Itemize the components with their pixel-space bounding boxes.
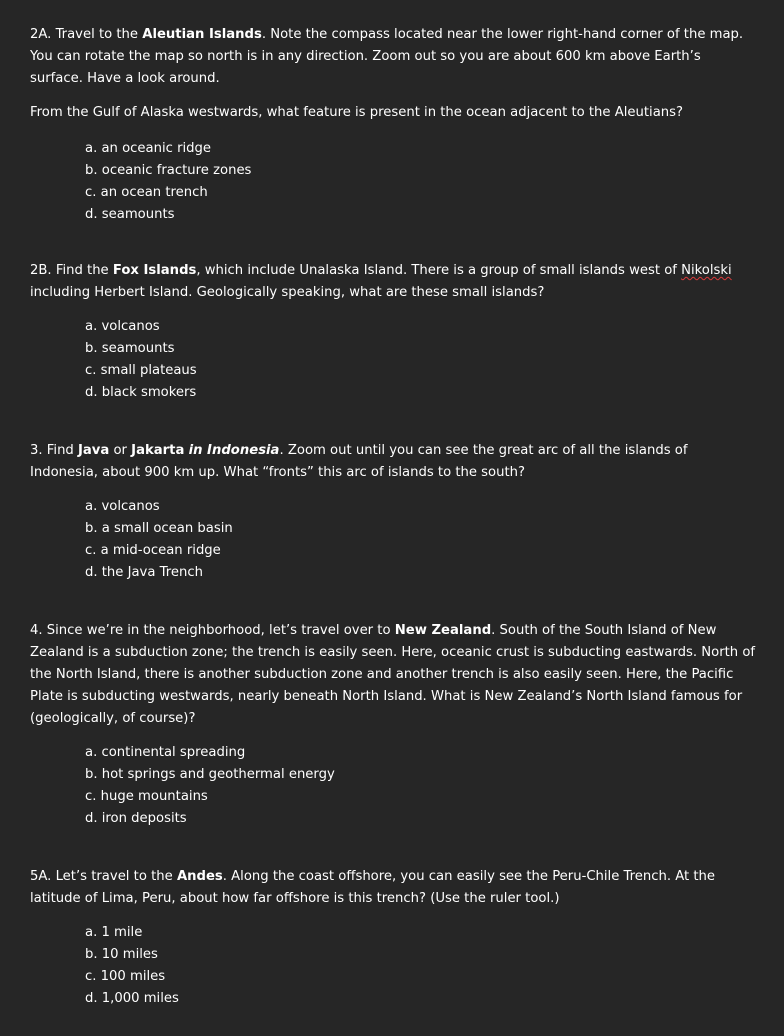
option-a[interactable]: a. volcanos bbox=[85, 319, 160, 334]
question-5a bbox=[30, 866, 756, 1010]
option-a[interactable]: a. an oceanic ridge bbox=[85, 141, 212, 156]
stem-bold-term: Aleutian Islands bbox=[142, 27, 262, 42]
question-3-stem bbox=[30, 440, 756, 484]
option-b[interactable]: b. oceanic fracture zones bbox=[85, 163, 252, 178]
stem-text: 3. Find bbox=[30, 443, 78, 458]
stem-text: . South of the South Island of New Zealand is a subduction zone; the trench is easily seen. Here, oceanic crust is subducting eastwards. North of the North Island, there is another subduction zone and another trench is also easily seen. Here, the Pacific Plate is subducting westwards, nearly beneath North Island. What is New Zealand’s North Island famous for (geologically, of course)? bbox=[30, 623, 756, 726]
question-4-stem bbox=[30, 620, 756, 730]
option-d[interactable]: d. 1,000 miles bbox=[85, 991, 179, 1006]
stem-text: . Zoom out until you can see the great arc of all the islands of Indonesia, about 900 km up. What “fronts” this arc of islands to the south? bbox=[30, 443, 688, 480]
question-5a-options bbox=[30, 922, 756, 1010]
option-b[interactable]: b. hot springs and geothermal energy bbox=[85, 767, 335, 782]
stem-text: . Note the compass located near the lower right-hand corner of the map. You can rotate the map so north is in any direction. Zoom out so you are about 600 km above Earth’s surface. Have a look around. bbox=[30, 27, 744, 86]
stem-text: 2A. Travel to the bbox=[30, 27, 143, 42]
stem-text: 2B. Find the bbox=[30, 263, 113, 278]
question-2a-prompt: From the Gulf of Alaska westwards, what feature is present in the ocean adjacent to the Aleutians? bbox=[30, 105, 684, 120]
question-2b-options bbox=[30, 316, 756, 404]
stem-text: . Along the coast offshore, you can easily see the Peru-Chile Trench. At the latitude of Lima, Peru, about how far offshore is this trench? (Use the ruler tool.) bbox=[30, 869, 716, 906]
spellcheck-flagged-word[interactable]: Nikolski bbox=[681, 263, 732, 278]
question-2b bbox=[30, 260, 756, 404]
option-b[interactable]: b. seamounts bbox=[85, 341, 175, 356]
question-2a bbox=[30, 24, 756, 226]
option-c[interactable]: c. a mid-ocean ridge bbox=[85, 543, 221, 558]
stem-text: or bbox=[109, 443, 132, 458]
stem-bold-term: New Zealand bbox=[394, 623, 492, 638]
question-2a-options bbox=[30, 138, 756, 226]
stem-bold-term: Jakarta bbox=[131, 443, 185, 458]
stem-text: including Herbert Island. Geologically speaking, what are these small islands? bbox=[30, 285, 545, 300]
option-a[interactable]: a. continental spreading bbox=[85, 745, 246, 760]
option-c[interactable]: c. an ocean trench bbox=[85, 185, 208, 200]
stem-bold-term: Fox Islands bbox=[112, 263, 197, 278]
question-4-options bbox=[30, 742, 756, 830]
option-a[interactable]: a. 1 mile bbox=[85, 925, 143, 940]
option-b[interactable]: b. 10 miles bbox=[85, 947, 158, 962]
question-3-options bbox=[30, 496, 756, 584]
stem-text: 5A. Let’s travel to the bbox=[30, 869, 177, 884]
option-c[interactable]: c. small plateaus bbox=[85, 363, 197, 378]
stem-bold-italic-term: in Indonesia bbox=[188, 443, 280, 458]
stem-text: , which include Unalaska Island. There is a group of small islands west of bbox=[196, 263, 682, 278]
question-3 bbox=[30, 440, 756, 584]
option-d[interactable]: d. iron deposits bbox=[85, 811, 187, 826]
option-b[interactable]: b. a small ocean basin bbox=[85, 521, 233, 536]
option-d[interactable]: d. black smokers bbox=[85, 385, 197, 400]
question-5a-stem bbox=[30, 866, 756, 910]
option-a[interactable]: a. volcanos bbox=[85, 499, 160, 514]
stem-bold-term: Andes bbox=[176, 869, 223, 884]
question-2b-stem bbox=[30, 260, 756, 304]
option-d[interactable]: d. seamounts bbox=[85, 207, 175, 222]
question-2a-stem bbox=[30, 24, 756, 90]
question-4 bbox=[30, 620, 756, 830]
stem-bold-term: Java bbox=[77, 443, 110, 458]
stem-text: 4. Since we’re in the neighborhood, let’s travel over to bbox=[30, 623, 395, 638]
option-d[interactable]: d. the Java Trench bbox=[85, 565, 203, 580]
option-c[interactable]: c. 100 miles bbox=[85, 969, 166, 984]
option-c[interactable]: c. huge mountains bbox=[85, 789, 208, 804]
